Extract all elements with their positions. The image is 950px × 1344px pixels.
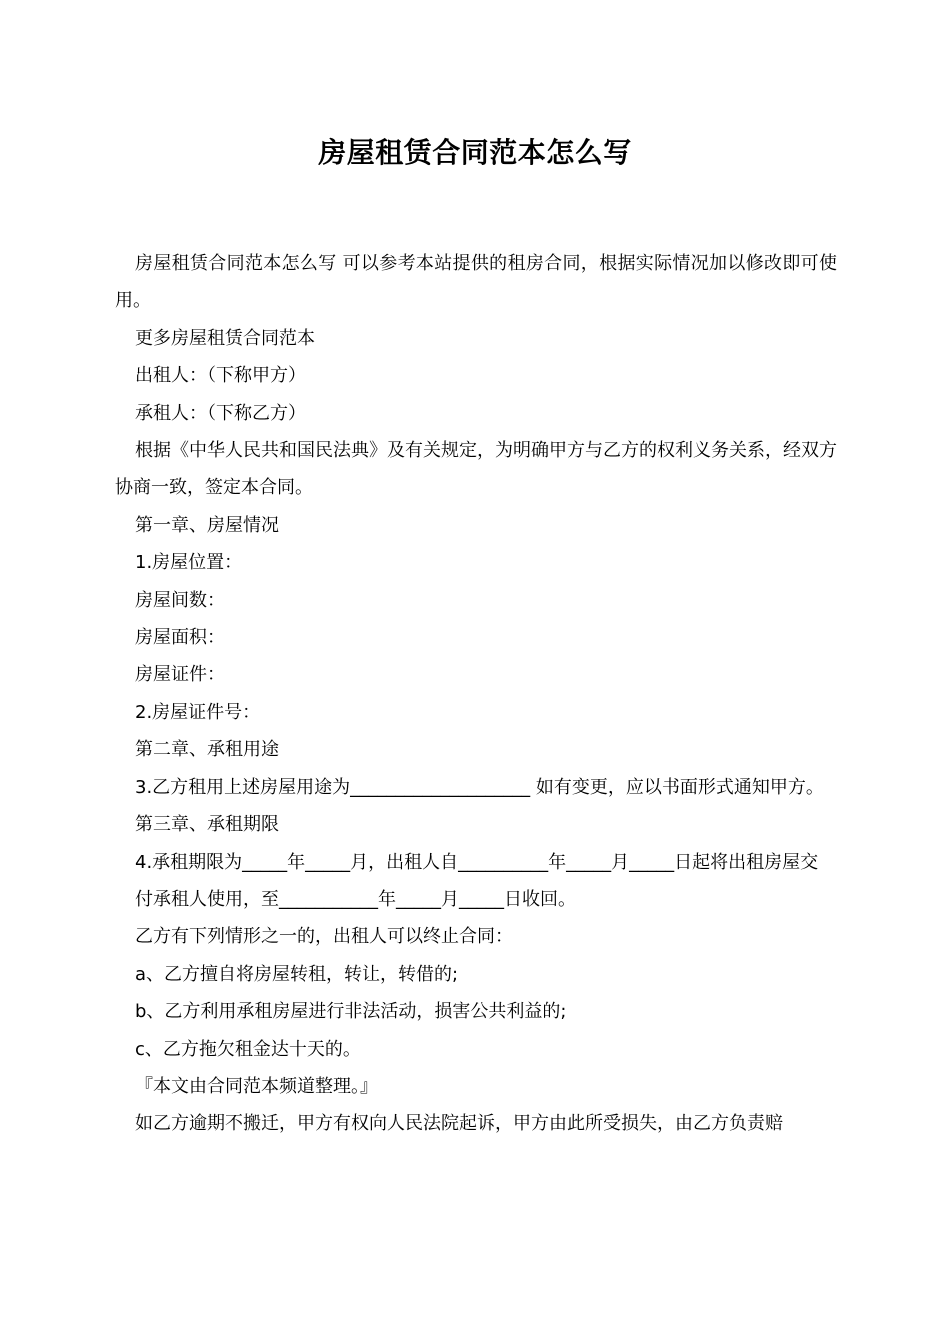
lessor-line: 出租人：（下称甲方） [135,365,306,387]
source-note: 『本文由合同范本频道整理。』 [135,1075,378,1097]
clause-house-location: 1.房屋位置： [135,552,243,574]
more-templates-line: 更多房屋租赁合同范本 [135,327,315,349]
termination-item-a: a、乙方擅自将房屋转租，转让，转借的; [135,963,459,985]
termination-item-b: b、乙方利用承租房屋进行非法活动，损害公共利益的; [135,1001,567,1023]
legal-basis-paragraph: 根据《中华人民共和国民法典》及有关规定，为明确甲方与乙方的权利义务关系，经双方协商一致，签定本合同。 [115,440,837,499]
intro-paragraph: 房屋租赁合同范本怎么写 可以参考本站提供的租房合同，根据实际情况加以修改即可使用。 [115,253,837,312]
lessee-line: 承租人：（下称乙方） [135,402,306,424]
termination-item-c: c、乙方拖欠租金达十天的。 [135,1038,361,1060]
clause-certificate-number: 2.房屋证件号： [135,701,261,723]
termination-intro: 乙方有下列情形之一的，出租人可以终止合同： [135,926,513,948]
clause-house-certificate: 房屋证件： [135,664,225,686]
document-title: 房屋租赁合同范本怎么写 [318,136,632,169]
document-body [115,245,837,1143]
clause-lease-term-continued: 付承租人使用，至___________年_____月_____日收回。 [135,888,576,910]
clause-usage: 3.乙方租用上述房屋用途为____________________ 如有变更，应以书面形式通知甲方。 [135,776,824,798]
overdue-clause: 如乙方逾期不搬迁，甲方有权向人民法院起诉，甲方由此所受损失，由乙方负责赔 [135,1113,783,1135]
chapter-3-heading: 第三章、承租期限 [135,814,279,836]
clause-lease-term: 4.承租期限为_____年_____月，出租人自__________年_____月_____日起将出租房屋交 [135,851,819,873]
chapter-1-heading: 第一章、房屋情况 [135,514,279,536]
chapter-2-heading: 第二章、承租用途 [135,739,279,761]
clause-house-area: 房屋面积： [135,627,225,649]
clause-room-count: 房屋间数： [135,589,225,611]
